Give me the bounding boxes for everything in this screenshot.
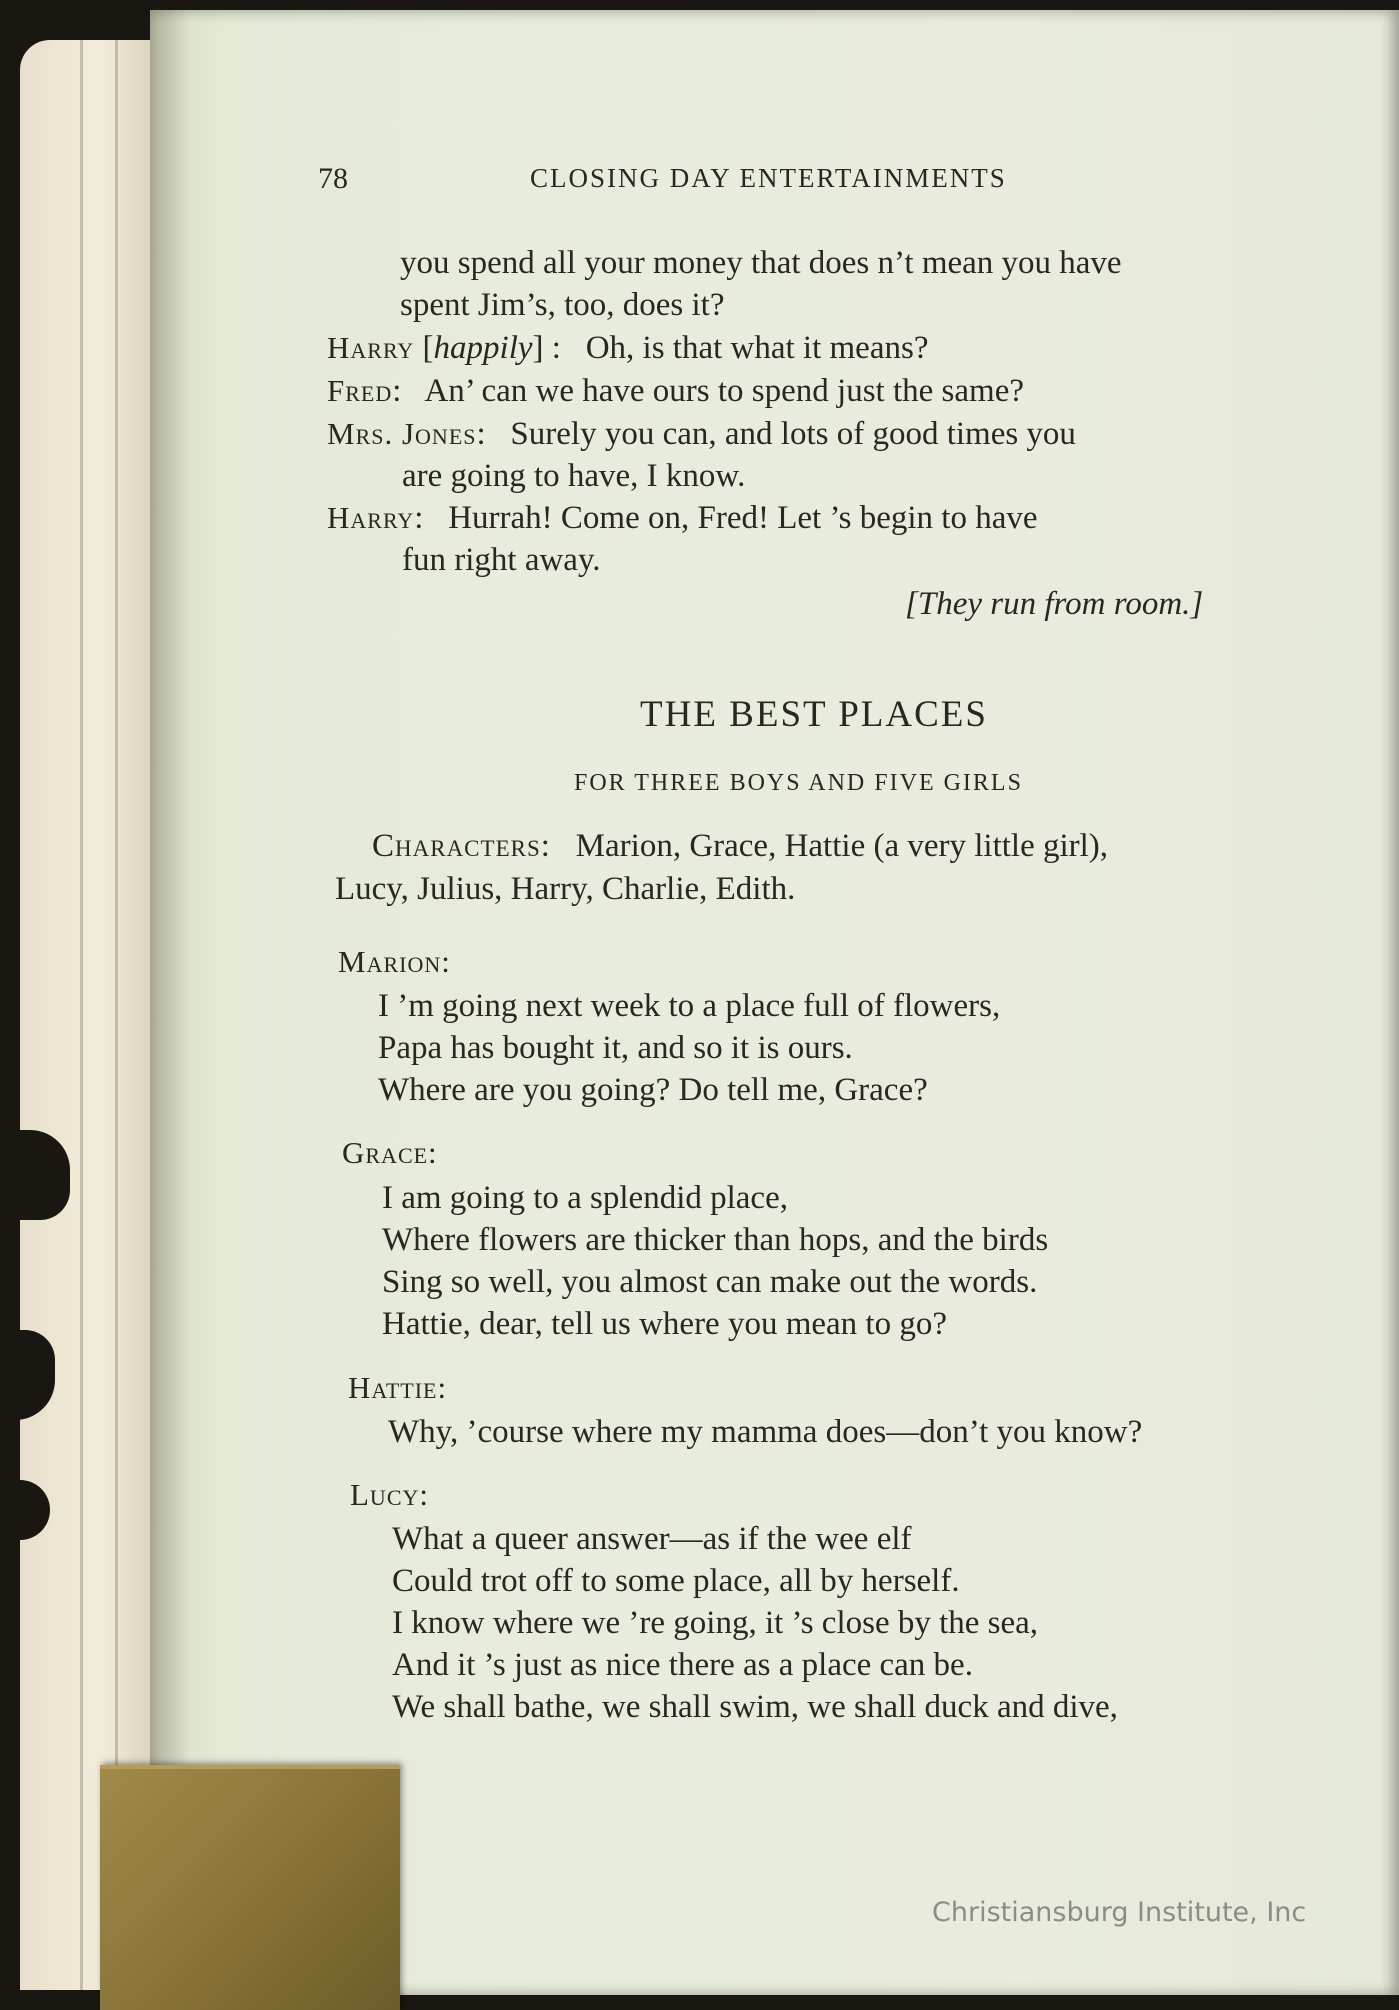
speaker-name: Marion: xyxy=(338,944,451,979)
characters-line: Characters: Marion, Grace, Hattie (a very little girl), xyxy=(372,828,1109,864)
page-clip xyxy=(100,1765,400,2010)
speaker-name: Harry xyxy=(327,500,415,535)
dialogue-line: Surely you can, and lots of good times you xyxy=(510,416,1076,452)
verse-line: Why, ’course where my mamma does—don’t you know? xyxy=(388,1414,1143,1450)
verse-line: Could trot off to some place, all by herself. xyxy=(392,1563,960,1599)
speaker-name: Lucy: xyxy=(350,1477,429,1512)
verse-line: We shall bathe, we shall swim, we shall duck and dive, xyxy=(392,1689,1118,1725)
dialogue-line: spent Jim’s, too, does it? xyxy=(400,287,725,323)
dialogue-entry: Fred: An’ can we have ours to spend just the same? xyxy=(327,373,1024,409)
dialogue-entry: Harry [happily] : Oh, is that what it means? xyxy=(327,330,929,366)
running-title: CLOSING DAY ENTERTAINMENTS xyxy=(530,163,1007,193)
torn-edge xyxy=(0,1130,70,1220)
verse-line: Sing so well, you almost can make out the words. xyxy=(382,1264,1038,1300)
watermark-text: Christiansburg Institute, Inc xyxy=(932,1897,1307,1928)
dialogue-line: Hurrah! Come on, Fred! Let ’s begin to have xyxy=(448,500,1038,536)
dialogue-line: you spend all your money that does n’t mean you have xyxy=(400,245,1122,281)
verse-line: I ’m going next week to a place full of flowers, xyxy=(378,988,1001,1024)
characters-line: Lucy, Julius, Harry, Charlie, Edith. xyxy=(335,871,796,907)
verse-line: I know where we ’re going, it ’s close by the sea, xyxy=(392,1605,1039,1641)
piece-title: THE BEST PLACES xyxy=(640,694,988,735)
speaker-name: Harry xyxy=(327,330,415,365)
speaker-name: Hattie: xyxy=(348,1370,448,1405)
piece-subtitle: FOR THREE BOYS AND FIVE GIRLS xyxy=(574,770,1023,796)
dialogue-entry: Harry: Hurrah! Come on, Fred! Let ’s begin to have xyxy=(327,500,1038,536)
stage-direction-inline: happily xyxy=(433,330,533,366)
verse-line: Where flowers are thicker than hops, and the birds xyxy=(382,1222,1049,1258)
dialogue-line: Oh, is that what it means? xyxy=(585,330,929,366)
dialogue-entry: Mrs. Jones: Surely you can, and lots of good times you xyxy=(327,416,1076,452)
dialogue-line: fun right away. xyxy=(402,542,601,578)
page-number: 78 xyxy=(318,162,348,195)
verse-line: Papa has bought it, and so it is ours. xyxy=(378,1030,853,1066)
characters-label: Characters: xyxy=(372,828,551,864)
dialogue-line: are going to have, I know. xyxy=(402,458,746,494)
speaker-name: Grace: xyxy=(342,1135,438,1170)
stage-direction: [They run from room.] xyxy=(905,586,1204,622)
verse-line: Hattie, dear, tell us where you mean to go? xyxy=(382,1306,947,1342)
verse-line: Where are you going? Do tell me, Grace? xyxy=(378,1072,928,1108)
dialogue-line: An’ can we have ours to spend just the same? xyxy=(424,373,1024,409)
verse-line: I am going to a splendid place, xyxy=(382,1180,788,1216)
speaker-name: Mrs. Jones xyxy=(327,416,477,451)
page-gutter-shadow xyxy=(150,10,190,1995)
speaker-name: Fred xyxy=(327,373,393,408)
verse-line: And it ’s just as nice there as a place can be. xyxy=(392,1647,973,1683)
verse-line: What a queer answer—as if the wee elf xyxy=(392,1521,912,1557)
